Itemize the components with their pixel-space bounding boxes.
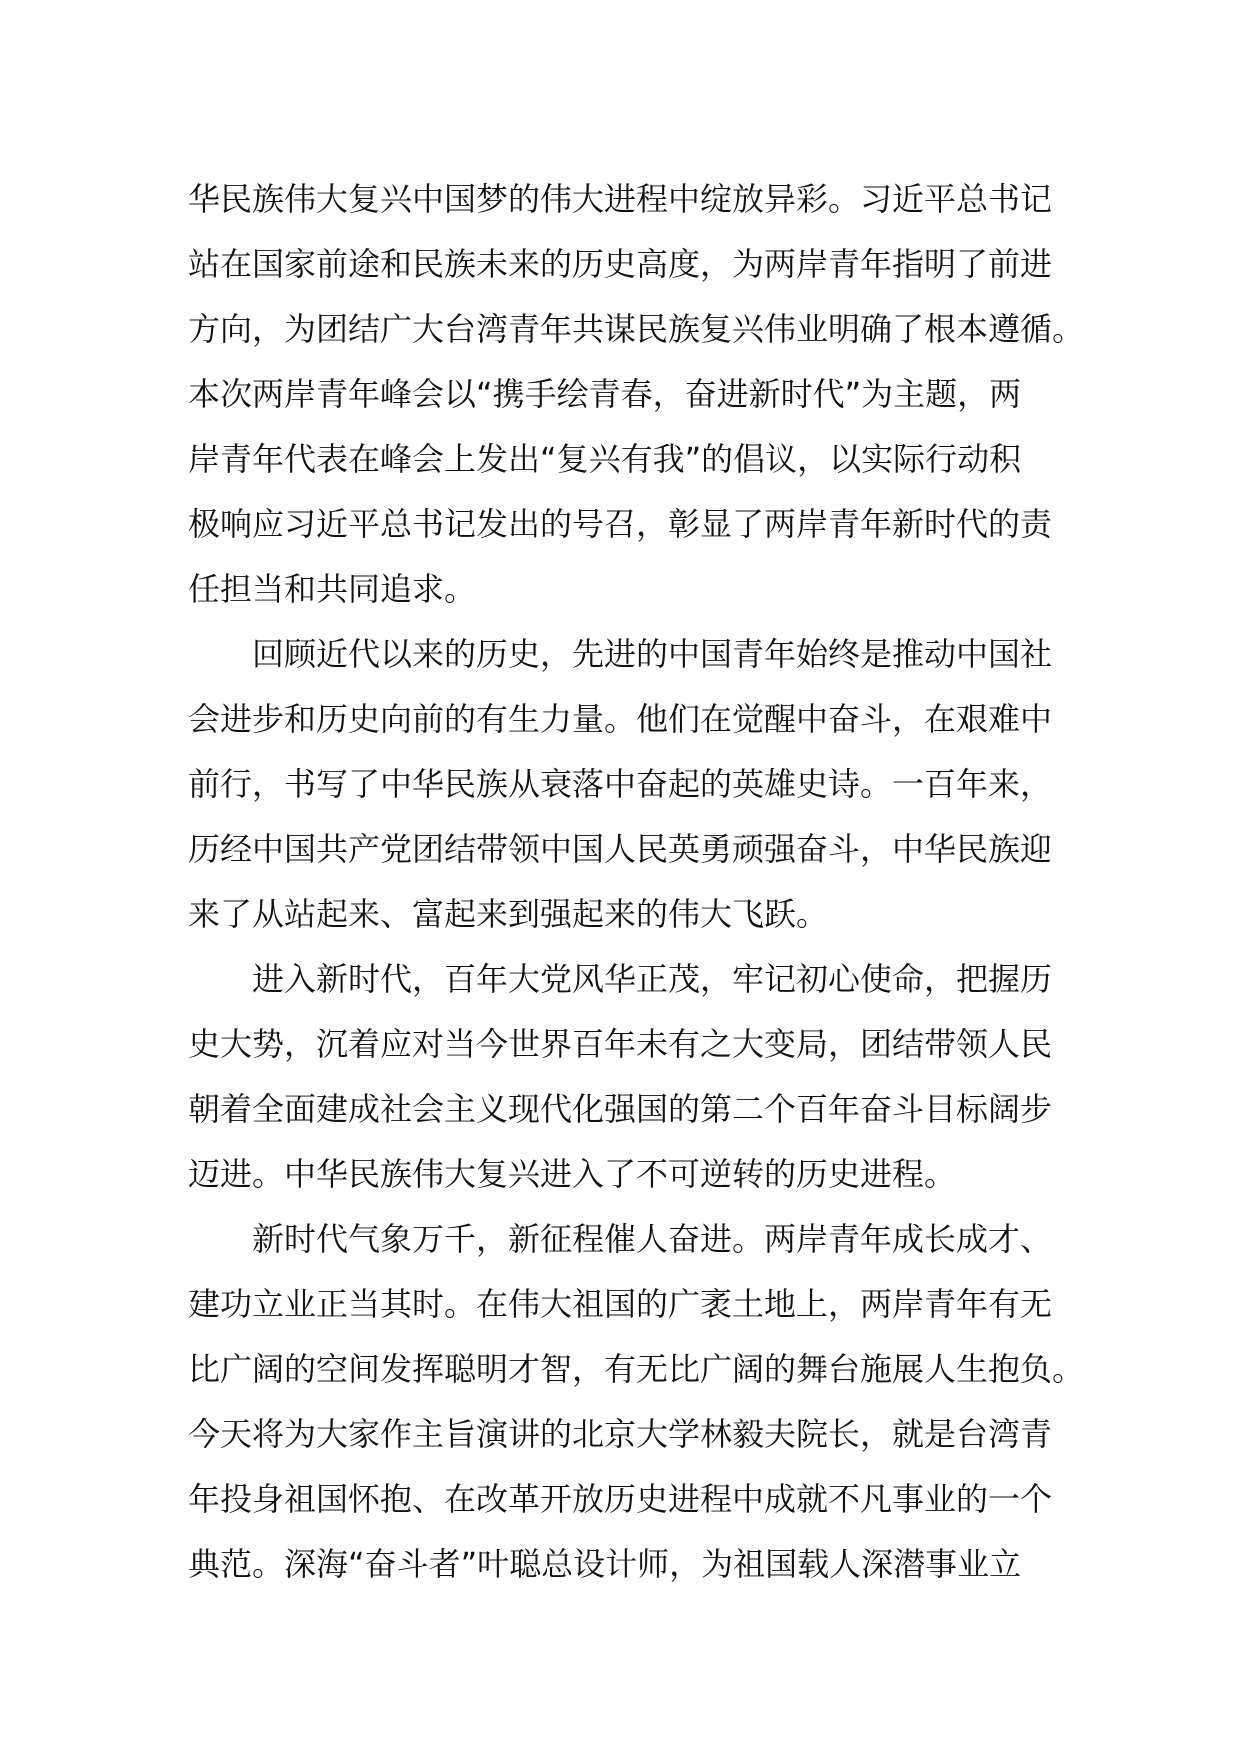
text-line: 朝着全面建成社会主义现代化强国的第二个百年奋斗目标阔步 (188, 1090, 1053, 1128)
text-line: 会进步和历史向前的有生力量。他们在觉醒中奋斗，在艰难中 (188, 700, 1053, 738)
text-line: 建功立业正当其时。在伟大祖国的广袤土地上，两岸青年有无 (188, 1285, 1053, 1323)
text-line: 历经中国共产党团结带领中国人民英勇顽强奋斗，中华民族迎 (188, 830, 1053, 868)
paragraph-first-line: 回顾近代以来的历史，先进的中国青年始终是推动中国社 (252, 635, 1053, 673)
text-line: 华民族伟大复兴中国梦的伟大进程中绽放异彩。习近平总书记 (188, 180, 1053, 218)
text-line: 典范。深海“奋斗者”叶聪总设计师，为祖国载人深潜事业立 (188, 1545, 1022, 1583)
text-line: 站在国家前途和民族未来的历史高度，为两岸青年指明了前进 (188, 245, 1053, 283)
text-line: 岸青年代表在峰会上发出“复兴有我”的倡议，以实际行动积 (188, 440, 1022, 478)
text-line: 年投身祖国怀抱、在改革开放历史进程中成就不凡事业的一个 (188, 1480, 1053, 1518)
text-line: 来了从站起来、富起来到强起来的伟大飞跃。 (188, 895, 829, 933)
text-line: 前行，书写了中华民族从衰落中奋起的英雄史诗。一百年来， (188, 765, 1053, 803)
text-line: 极响应习近平总书记发出的号召，彰显了两岸青年新时代的责 (188, 505, 1053, 543)
paragraph-first-line: 进入新时代，百年大党风华正茂，牢记初心使命，把握历 (252, 960, 1053, 998)
body-text (188, 167, 1085, 1597)
text-line: 本次两岸青年峰会以“携手绘青春，奋进新时代”为主题，两 (188, 375, 1022, 413)
text-line: 比广阔的空间发挥聪明才智，有无比广阔的舞台施展人生抱负。 (188, 1350, 1085, 1388)
text-line: 任担当和共同追求。 (188, 570, 477, 608)
text-line: 今天将为大家作主旨演讲的北京大学林毅夫院长，就是台湾青 (188, 1415, 1053, 1453)
text-line: 史大势，沉着应对当今世界百年未有之大变局，团结带领人民 (188, 1025, 1053, 1063)
text-line: 迈进。中华民族伟大复兴进入了不可逆转的历史进程。 (188, 1155, 957, 1193)
paragraph-first-line: 新时代气象万千，新征程催人奋进。两岸青年成长成才、 (252, 1220, 1053, 1258)
text-line: 方向，为团结广大台湾青年共谋民族复兴伟业明确了根本遵循。 (188, 310, 1085, 348)
